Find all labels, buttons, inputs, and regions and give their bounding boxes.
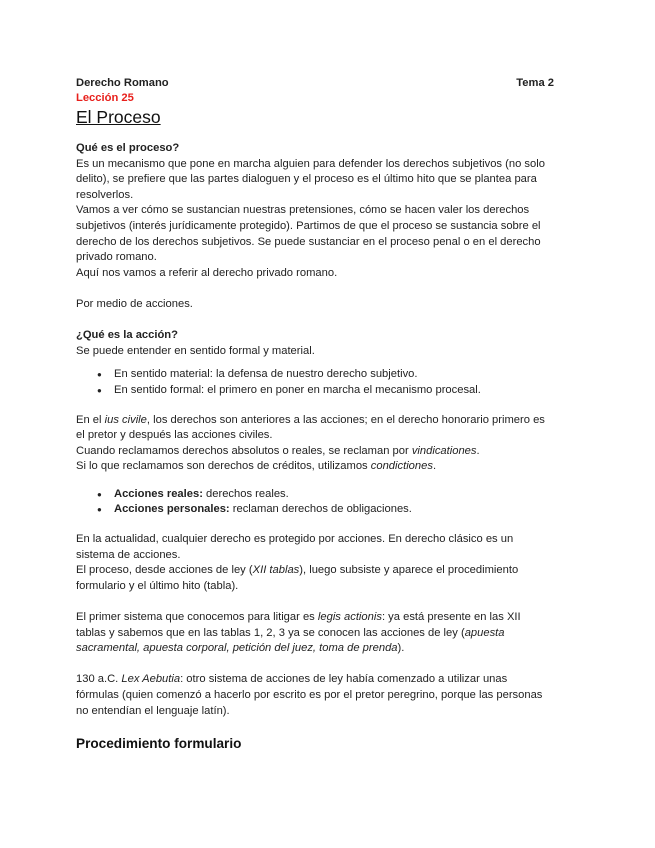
- page-header: [76, 76, 576, 91]
- document-content: [76, 76, 576, 753]
- paragraph-line: fórmulas (quien comenzó a hacerlo por escrito es por el pretor peregrino, porque las personas: [76, 689, 543, 701]
- paragraph-line: El primer sistema que conocemos para litigar es legis actionis: ya está presente en las XII: [76, 611, 521, 624]
- bullet-list: [76, 487, 576, 518]
- paragraph-line: sacramental, apuesta corporal, petición del juez, toma de prenda).: [76, 642, 405, 655]
- list-item: ● En sentido material: la defensa de nuestro derecho subjetivo.: [114, 367, 576, 383]
- question-process: Qué es el proceso?: [76, 142, 180, 154]
- paragraph-line: el pretor y después las acciones civiles.: [76, 429, 273, 442]
- list-item: ● Acciones reales: derechos reales.: [114, 487, 576, 503]
- paragraph-line: Aquí nos vamos a referir al derecho privado romano.: [76, 266, 338, 279]
- paragraph-line: Vamos a ver cómo se sustancian nuestras pretensiones, cómo se hacen valer los derechos: [76, 204, 530, 217]
- page-title: El Proceso: [76, 107, 161, 127]
- list-item: ● Acciones personales: reclaman derechos de obligaciones.: [114, 502, 576, 518]
- paragraph-line: Por medio de acciones.: [76, 297, 193, 310]
- paragraph-line: Es un mecanismo que pone en marcha alguien para defender los derechos subjetivos (no solo: [76, 157, 545, 170]
- paragraph-line: subjetivos (interés jurídicamente protegido). Partimos de que el proceso se sustancia sobre el: [76, 219, 541, 232]
- section-heading: Procedimiento formulario: [76, 736, 242, 752]
- paragraph-line: Si lo que reclamamos son derechos de créditos, utilizamos condictiones.: [76, 460, 437, 473]
- paragraph-line: Cuando reclamamos derechos absolutos o reales, se reclaman por vindicationes.: [76, 444, 480, 457]
- paragraph-line: sistema de acciones.: [76, 548, 181, 561]
- topic-label: Tema 2: [516, 77, 554, 89]
- lesson-label: Lección 25: [76, 92, 134, 104]
- paragraph-line: En la actualidad, cualquier derecho es protegido por acciones. En derecho clásico es un: [76, 533, 514, 546]
- paragraph-line: derecho de los derechos subjetivos. Se puede sustanciar en el proceso penal o en el derecho: [76, 235, 541, 248]
- paragraph-line: tablas y sabemos que en las tablas 1, 2, 3 ya se conocen las acciones de ley (apuesta: [76, 626, 505, 639]
- question-action: ¿Qué es la acción?: [76, 329, 178, 342]
- paragraph-line: 130 a.C. Lex Aebutia: otro sistema de acciones de ley había comenzado a utilizar unas: [76, 673, 508, 686]
- paragraph-line: resolverlos.: [76, 188, 134, 201]
- list-item: ● En sentido formal: el primero en poner en marcha el mecanismo procesal.: [114, 383, 576, 399]
- paragraph-line: En el ius civile, los derechos son anteriores a las acciones; en el derecho honorario primero es: [76, 413, 545, 426]
- bullet-list: [76, 367, 576, 398]
- paragraph-line: delito), se prefiere que las partes dialoguen y el proceso es el último hito que se plantea para: [76, 173, 537, 186]
- course-name: Derecho Romano: [76, 77, 169, 89]
- paragraph-line: El proceso, desde acciones de ley (XII tablas), luego subsiste y aparece el procedimiento: [76, 564, 519, 577]
- paragraph-line: privado romano.: [76, 251, 157, 264]
- paragraph-line: Se puede entender en sentido formal y material.: [76, 344, 315, 357]
- paragraph-line: formulario y el último hito (tabla).: [76, 579, 239, 592]
- paragraph-line: no entendían el lenguaje latín).: [76, 704, 230, 717]
